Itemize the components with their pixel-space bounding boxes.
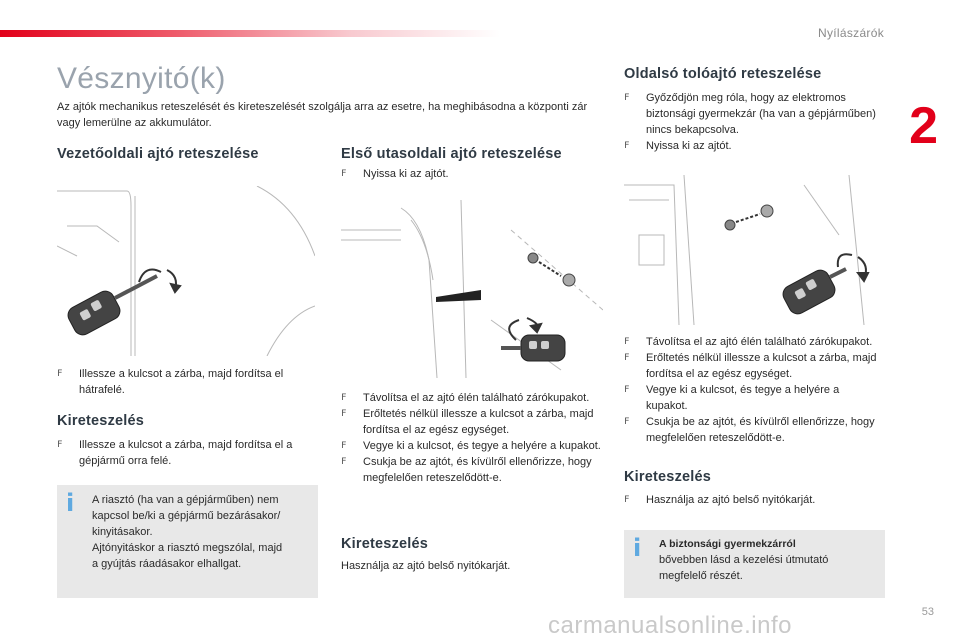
- key-fob-icon: [65, 276, 157, 338]
- info-line: kapcsol be/ki a gépjármű bezárásakor/: [92, 510, 281, 522]
- passenger-unlock-text: Használja az ajtó belső nyitókarját.: [341, 560, 511, 572]
- list-item: F Illessze a kulcsot a zárba, majd fordítsa el hátrafelé.: [57, 366, 315, 398]
- rotate-arrow-icon: [838, 254, 868, 281]
- list-item: F Győződjön meg róla, hogy az elektromos biztonsági gyermekzár (ha van a gépjárműben) nincs bekapcsolva.: [624, 90, 882, 138]
- page-title: Vésznyitó(k): [57, 62, 226, 95]
- lock-cap-icon: [528, 253, 575, 286]
- key-fob-icon: [501, 335, 565, 361]
- info-line: kinyitásakor.: [92, 526, 153, 538]
- list-item: F Használja az ajtó belső nyitókarját.: [624, 492, 882, 508]
- list-item: F Vegye ki a kulcsot, és tegye a helyére a kupakot.: [624, 382, 882, 414]
- info-line: A riasztó (ha van a gépjárműben) nem: [92, 494, 279, 506]
- intro-text: Az ajtók mechanikus reteszelését és kireteszelését szolgálja arra az esetre, ha meghibásodna a központi zár vagy lemerülne az akkumulátor.: [57, 101, 588, 129]
- lock-cap-icon: [725, 205, 773, 230]
- info-icon: i: [66, 489, 75, 517]
- sliding-unlock-steps: [624, 492, 882, 508]
- list-item: F Erőltetés nélkül illessze a kulcsot a zárba, majd fordítsa el az egész egységet.: [341, 406, 603, 438]
- info-line: megfelelő részét.: [659, 570, 743, 582]
- passenger-door-heading: Első utasoldali ajtó reteszelése: [341, 146, 562, 162]
- list-item: F Távolítsa el az ajtó élén található zárókupakot.: [624, 334, 882, 350]
- list-item: F Csukja be az ajtót, és kívülről ellenőrizze, hogy megfelelően reteszelődött-e.: [341, 454, 603, 486]
- list-item: F Erőltetés nélkül illessze a kulcsot a zárba, majd fordítsa el az egész egységet.: [624, 350, 882, 382]
- sliding-top-steps: [624, 90, 882, 154]
- driver-door-illustration: [57, 186, 315, 356]
- door-edge-pointer: [436, 290, 481, 302]
- driver-unlock-steps: [57, 437, 315, 469]
- sliding-unlock-heading: Kireteszelés: [624, 469, 712, 485]
- info-line: Ajtónyitáskor a riasztó megszólal, majd: [92, 542, 283, 554]
- list-item: F Nyissa ki az ajtót.: [341, 166, 601, 182]
- driver-lock-steps: [57, 366, 315, 398]
- watermark: carmanualsonline.info: [548, 612, 792, 639]
- key-fob-icon: [780, 267, 846, 317]
- list-item: F Csukja be az ajtót, és kívülről ellenőrizze, hogy megfelelően reteszelődött-e.: [624, 414, 882, 446]
- info-icon: i: [633, 534, 642, 562]
- passenger-top-steps: [341, 166, 601, 182]
- sliding-door-heading: Oldalsó tolóajtó reteszelése: [624, 66, 822, 82]
- alarm-info-box: [57, 485, 318, 598]
- section-title: Nyílászárók: [818, 26, 884, 40]
- info-line-bold: A biztonsági gyermekzárról: [659, 538, 796, 550]
- passenger-door-illustration: [341, 200, 603, 378]
- passenger-unlock-heading: Kireteszelés: [341, 536, 429, 552]
- passenger-lock-steps: [341, 390, 603, 486]
- info-line: bővebben lásd a kezelési útmutató: [659, 554, 829, 566]
- driver-door-heading: Vezetőoldali ajtó reteszelése: [57, 146, 259, 162]
- list-item: F Nyissa ki az ajtót.: [624, 138, 882, 154]
- sliding-door-illustration: [624, 175, 874, 325]
- page-number: 53: [921, 606, 934, 618]
- sliding-lock-steps: [624, 334, 882, 446]
- driver-unlock-heading: Kireteszelés: [57, 413, 145, 429]
- chapter-number: 2: [909, 97, 938, 155]
- child-lock-info-box: [624, 530, 885, 598]
- list-item: F Vegye ki a kulcsot, és tegye a helyére a kupakot.: [341, 438, 603, 454]
- info-line: a gyújtás ráadásakor elhallgat.: [92, 558, 242, 570]
- header-accent-bar: [0, 30, 500, 37]
- list-item: F Illessze a kulcsot a zárba, majd fordítsa el a gépjármű orra felé.: [57, 437, 315, 469]
- list-item: F Távolítsa el az ajtó élén található zárókupakot.: [341, 390, 603, 406]
